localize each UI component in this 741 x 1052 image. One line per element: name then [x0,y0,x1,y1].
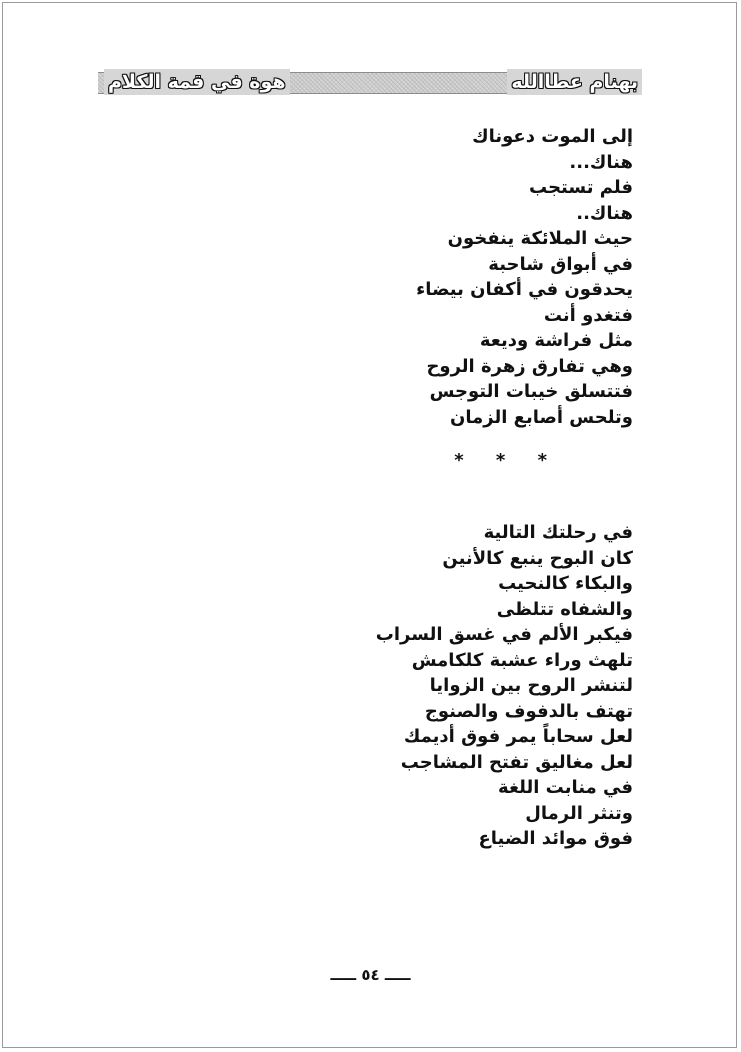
stanza-separator [303,430,633,520]
poem-line: فيكبر الألم في غسق السراب [375,624,633,645]
poem-line: حيث الملائكة ينفخون [447,228,633,249]
poem-line: لتنشر الروح بين الزوايا [429,675,633,696]
poem-body [303,124,633,852]
poem-line: في أبواق شاحبة [488,253,633,275]
poem-line: مثل فراشة وديعة [479,330,633,351]
poem-line: في رحلتك التالية [483,522,633,543]
poem-line: وهي تفارق زهرة الروح [426,355,633,377]
poem-line: وتنثر الرمال [525,802,633,824]
poem-line: في منابت اللغة [498,777,633,798]
poem-line: وتلحس أصابع الزمان [449,406,633,428]
poem-line: يحدقون في أكفان بيضاء [416,279,633,300]
poem-line: والشفاه تتلظى [496,598,633,620]
stanza-1 [303,124,633,430]
poem-line: لعل مغاليق تفتح المشاجب [400,751,633,773]
poem-line: إلى الموت دعوناك [472,126,633,147]
header-author: بهنام عطاالله [507,69,642,95]
poem-line: والبكاء كالنحيب [498,573,633,594]
poem-line: هناك.. [576,202,633,224]
poem-line: فوق موائد الضياع [478,828,633,849]
header-book-title: هوة في قمة الكلام [104,69,290,95]
poem-line: فتغدو أنت [543,304,633,326]
page-number: ـــــ ٥٤ ـــــ [330,966,411,984]
poem-line: فلم تستجب [529,177,633,198]
poem-line: هناك... [569,151,633,173]
stanza-2 [303,520,633,852]
running-header [98,72,642,94]
poem-line: كان البوح ينبع كالأنين [442,547,633,569]
poem-line: فتتسلق خيبات التوجس [429,381,633,402]
poem-line: تهتف بالدفوف والصنوج [424,700,633,722]
poem-line: لعل سحاباً يمر فوق أديمك [403,726,633,747]
separator-asterisks: * * * [454,450,551,471]
poem-line: تلهث وراء عشبة كلكامش [411,649,633,671]
